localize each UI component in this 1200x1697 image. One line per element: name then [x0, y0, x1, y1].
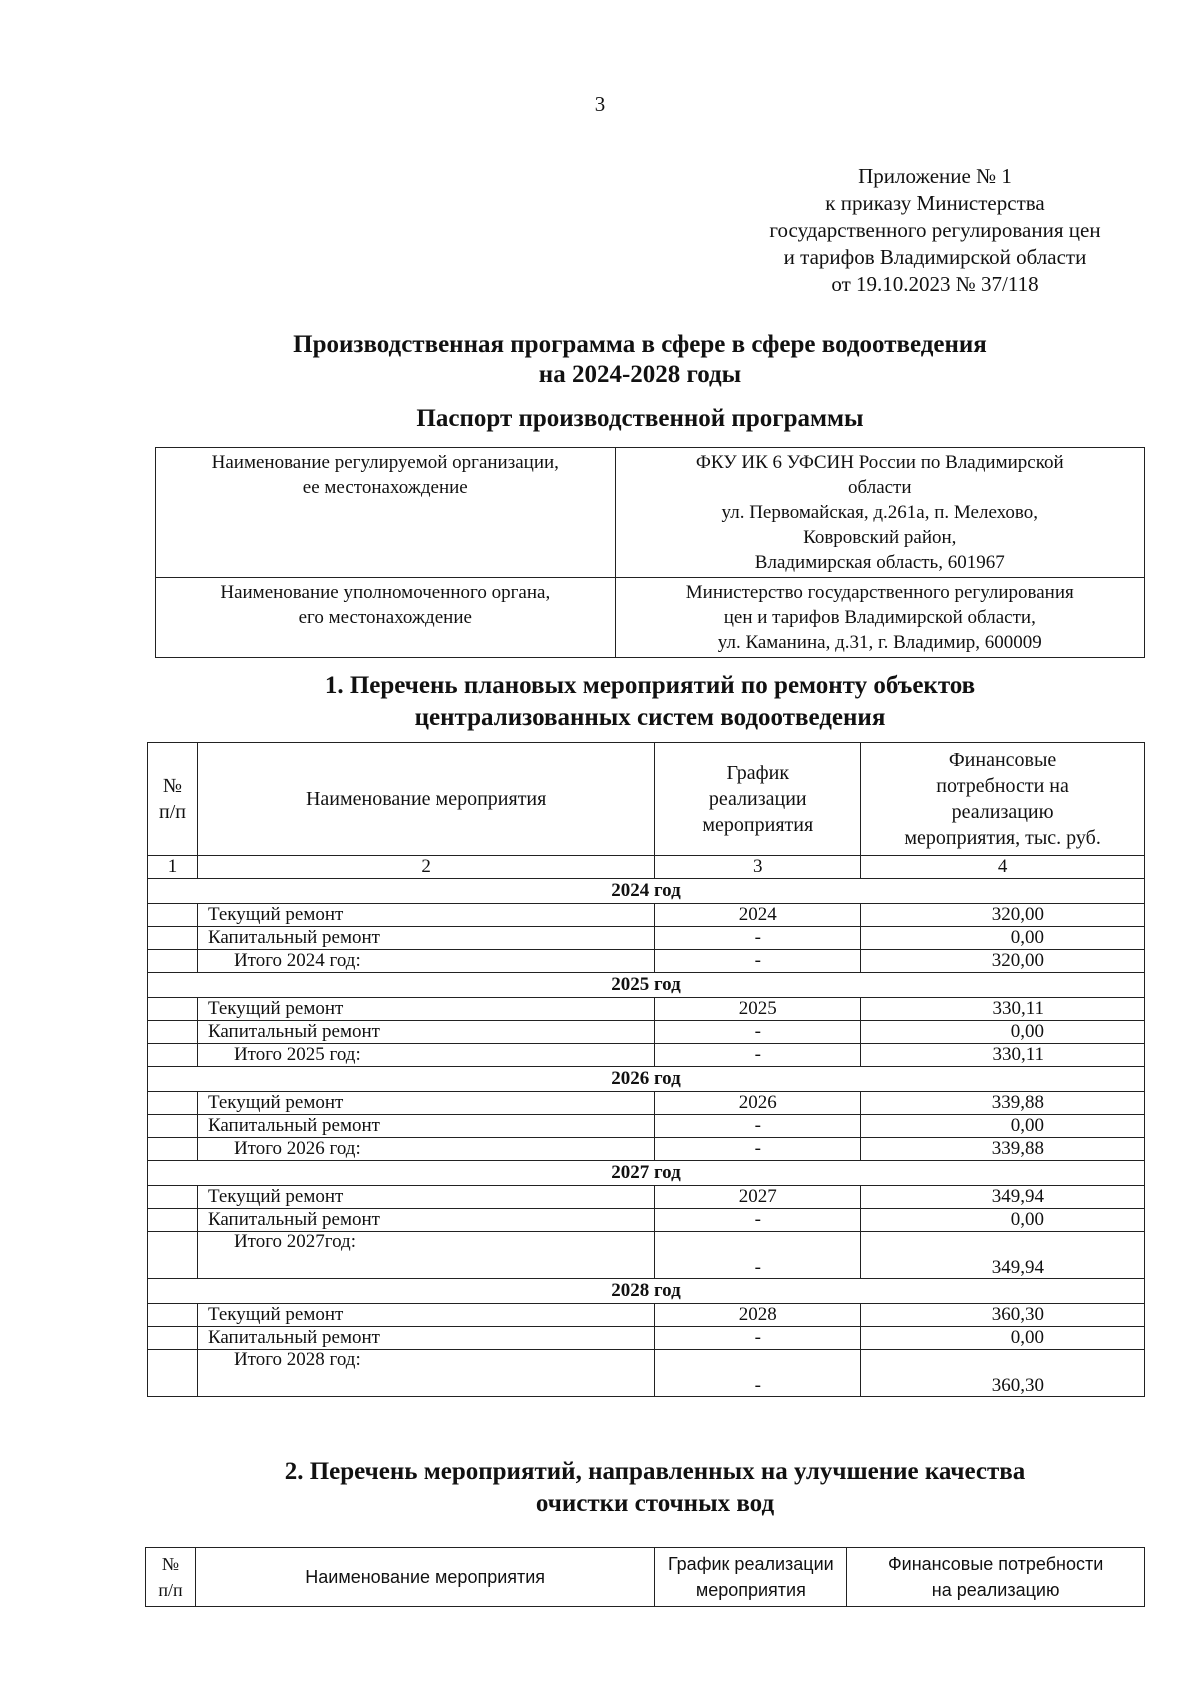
- document-title: [200, 330, 1080, 390]
- event-schedule: -: [655, 1021, 861, 1044]
- year-label: 2026 год: [148, 1067, 1145, 1092]
- year-label: 2028 год: [148, 1279, 1145, 1304]
- row-num: [148, 1092, 198, 1115]
- event-name: Итого 2024 год:: [197, 950, 654, 973]
- document-title-line: на 2024-2028 годы: [538, 361, 742, 388]
- table-row: [148, 904, 1145, 927]
- passport-label: [156, 578, 616, 658]
- header-name: Наименование мероприятия: [197, 743, 654, 856]
- event-name: Текущий ремонт: [197, 1186, 654, 1209]
- row-num: [148, 1327, 198, 1350]
- passport-value-line: ФКУ ИК 6 УФСИН России по Владимирской: [695, 452, 1064, 473]
- event-name: Итого 2028 год:: [197, 1350, 654, 1397]
- header-finance-line: реализацию: [951, 801, 1054, 823]
- event-name: Итого 2027год:: [197, 1232, 654, 1279]
- passport-value-line: ул. Первомайская, д.261а, п. Мелехово,: [721, 502, 1038, 523]
- repair-events-table: [147, 742, 1145, 1397]
- event-finance: 0,00: [861, 1209, 1145, 1232]
- header-finance-line: Финансовые потребности: [887, 1554, 1104, 1574]
- event-schedule: -: [655, 1115, 861, 1138]
- header-schedule: [655, 743, 861, 856]
- row-num: [148, 1209, 198, 1232]
- table-row: [148, 1021, 1145, 1044]
- header-finance-line: Финансовые: [948, 749, 1057, 771]
- year-group-row: [148, 1161, 1145, 1186]
- appendix-line: от 19.10.2023 № 37/118: [831, 272, 1039, 296]
- appendix-note: [735, 163, 1135, 298]
- event-finance: 0,00: [861, 1327, 1145, 1350]
- appendix-line: и тарифов Владимирской области: [783, 245, 1087, 269]
- event-name: Капитальный ремонт: [197, 1021, 654, 1044]
- table-row: [148, 1350, 1145, 1397]
- table-header-row: [148, 743, 1145, 856]
- row-num: [148, 1350, 198, 1397]
- passport-value-line: Ковровский район,: [803, 527, 957, 548]
- appendix-line: Приложение № 1: [858, 164, 1012, 188]
- year-group-row: [148, 973, 1145, 998]
- event-name: Капитальный ремонт: [197, 1115, 654, 1138]
- event-schedule: -: [655, 1209, 861, 1232]
- passport-value-line: Владимирская область, 601967: [754, 552, 1005, 573]
- column-number: 3: [655, 856, 861, 879]
- table-row: [148, 950, 1145, 973]
- passport-row-authority: [156, 578, 1145, 658]
- event-name: Капитальный ремонт: [197, 927, 654, 950]
- header-schedule-line: мероприятия: [695, 1580, 806, 1600]
- section2-title-line: очистки сточных вод: [535, 1490, 775, 1517]
- year-group-row: [148, 879, 1145, 904]
- row-num: [148, 1304, 198, 1327]
- header-num-line: п/п: [158, 801, 186, 823]
- row-num: [148, 1115, 198, 1138]
- passport-label-line: ее местонахождение: [302, 477, 468, 498]
- row-num: [148, 998, 198, 1021]
- event-finance: 330,11: [861, 1044, 1145, 1067]
- event-finance: 339,88: [861, 1092, 1145, 1115]
- passport-label-line: Наименование уполномоченного органа,: [220, 582, 551, 603]
- header-num-line: п/п: [158, 1580, 183, 1600]
- column-number-row: [148, 856, 1145, 879]
- passport-title: Паспорт производственной программы: [416, 405, 864, 432]
- row-num: [148, 1232, 198, 1279]
- row-num: [148, 904, 198, 927]
- header-finance: [847, 1548, 1145, 1607]
- column-number: 2: [197, 856, 654, 879]
- appendix-line: к приказу Министерства: [825, 191, 1045, 215]
- header-finance: [861, 743, 1145, 856]
- event-name: Текущий ремонт: [197, 998, 654, 1021]
- event-schedule: -: [655, 927, 861, 950]
- event-finance: 320,00: [861, 904, 1145, 927]
- event-finance: 0,00: [861, 927, 1145, 950]
- header-name: Наименование мероприятия: [195, 1548, 654, 1607]
- document-title-line: Производственная программа в сфере в сфере водоотведения: [293, 331, 987, 358]
- header-finance-line: мероприятия, тыс. руб.: [904, 827, 1101, 849]
- table-row: [148, 1138, 1145, 1161]
- passport-row-organization: [156, 448, 1145, 578]
- event-name: Итого 2025 год:: [197, 1044, 654, 1067]
- table-header-row: [146, 1548, 1145, 1607]
- header-num: [146, 1548, 196, 1607]
- event-finance: 330,11: [861, 998, 1145, 1021]
- event-schedule: -: [655, 1044, 861, 1067]
- header-schedule-line: График реализации: [667, 1554, 834, 1574]
- year-label: 2024 год: [148, 879, 1145, 904]
- passport-value-line: области: [848, 477, 912, 498]
- event-finance: 320,00: [861, 950, 1145, 973]
- event-finance: 0,00: [861, 1115, 1145, 1138]
- header-schedule-line: График: [726, 762, 790, 784]
- table-row: [148, 927, 1145, 950]
- table-row: [148, 1209, 1145, 1232]
- passport-value-line: цен и тарифов Владимирской области,: [723, 607, 1036, 628]
- column-number: 1: [148, 856, 198, 879]
- section1-title: [210, 670, 1090, 734]
- event-schedule: -: [655, 1138, 861, 1161]
- passport-label-line: Наименование регулируемой организации,: [211, 452, 559, 473]
- table-row: [148, 1044, 1145, 1067]
- event-name: Итого 2026 год:: [197, 1138, 654, 1161]
- table-row: [148, 1232, 1145, 1279]
- event-finance: 0,00: [861, 1021, 1145, 1044]
- passport-value: [615, 578, 1144, 658]
- appendix-line: государственного регулирования цен: [769, 218, 1101, 242]
- year-label: 2025 год: [148, 973, 1145, 998]
- row-num: [148, 1044, 198, 1067]
- header-schedule: [655, 1548, 847, 1607]
- section1-title-line: централизованных систем водоотведения: [414, 704, 886, 731]
- table-row: [148, 998, 1145, 1021]
- table-row: [148, 1092, 1145, 1115]
- event-name: Текущий ремонт: [197, 904, 654, 927]
- table-row: [148, 1115, 1145, 1138]
- table-row: [148, 1327, 1145, 1350]
- passport-value-line: Министерство государственного регулирования: [685, 582, 1074, 603]
- row-num: [148, 950, 198, 973]
- event-name: Текущий ремонт: [197, 1092, 654, 1115]
- header-num: [148, 743, 198, 856]
- year-group-row: [148, 1067, 1145, 1092]
- event-finance: 349,94: [861, 1186, 1145, 1209]
- page-number: 3: [594, 92, 606, 116]
- header-finance-line: потребности на: [936, 775, 1069, 797]
- table-row: [148, 1186, 1145, 1209]
- event-name: Текущий ремонт: [197, 1304, 654, 1327]
- event-name: Капитальный ремонт: [197, 1327, 654, 1350]
- section2-title-line: 2. Перечень мероприятий, направленных на улучшение качества: [284, 1458, 1026, 1485]
- event-schedule: 2025: [655, 998, 861, 1021]
- header-schedule-line: реализации: [708, 788, 807, 810]
- year-group-row: [148, 1279, 1145, 1304]
- row-num: [148, 1021, 198, 1044]
- row-num: [148, 1186, 198, 1209]
- passport-label-line: его местонахождение: [298, 607, 472, 628]
- row-num: [148, 1138, 198, 1161]
- event-schedule: -: [655, 950, 861, 973]
- quality-events-table: [145, 1547, 1145, 1607]
- event-finance: 349,94: [861, 1232, 1145, 1279]
- passport-value-line: ул. Каманина, д.31, г. Владимир, 600009: [717, 632, 1042, 653]
- header-finance-line: на реализацию: [931, 1580, 1060, 1600]
- column-number: 4: [861, 856, 1145, 879]
- header-num-line: №: [161, 1554, 180, 1574]
- event-finance: 339,88: [861, 1138, 1145, 1161]
- section1-title-line: 1. Перечень плановых мероприятий по ремонту объектов: [324, 672, 976, 699]
- passport-table: [155, 447, 1145, 658]
- row-num: [148, 927, 198, 950]
- event-schedule: -: [655, 1350, 861, 1397]
- event-schedule: -: [655, 1232, 861, 1279]
- event-finance: 360,30: [861, 1304, 1145, 1327]
- table-row: [148, 1304, 1145, 1327]
- header-num-line: №: [162, 775, 183, 797]
- section2-title: [215, 1456, 1095, 1520]
- event-name: Капитальный ремонт: [197, 1209, 654, 1232]
- event-schedule: -: [655, 1327, 861, 1350]
- event-schedule: 2024: [655, 904, 861, 927]
- event-schedule: 2027: [655, 1186, 861, 1209]
- passport-label: [156, 448, 616, 578]
- event-schedule: 2028: [655, 1304, 861, 1327]
- year-label: 2027 год: [148, 1161, 1145, 1186]
- header-schedule-line: мероприятия: [702, 814, 814, 836]
- passport-value: [615, 448, 1144, 578]
- event-finance: 360,30: [861, 1350, 1145, 1397]
- event-schedule: 2026: [655, 1092, 861, 1115]
